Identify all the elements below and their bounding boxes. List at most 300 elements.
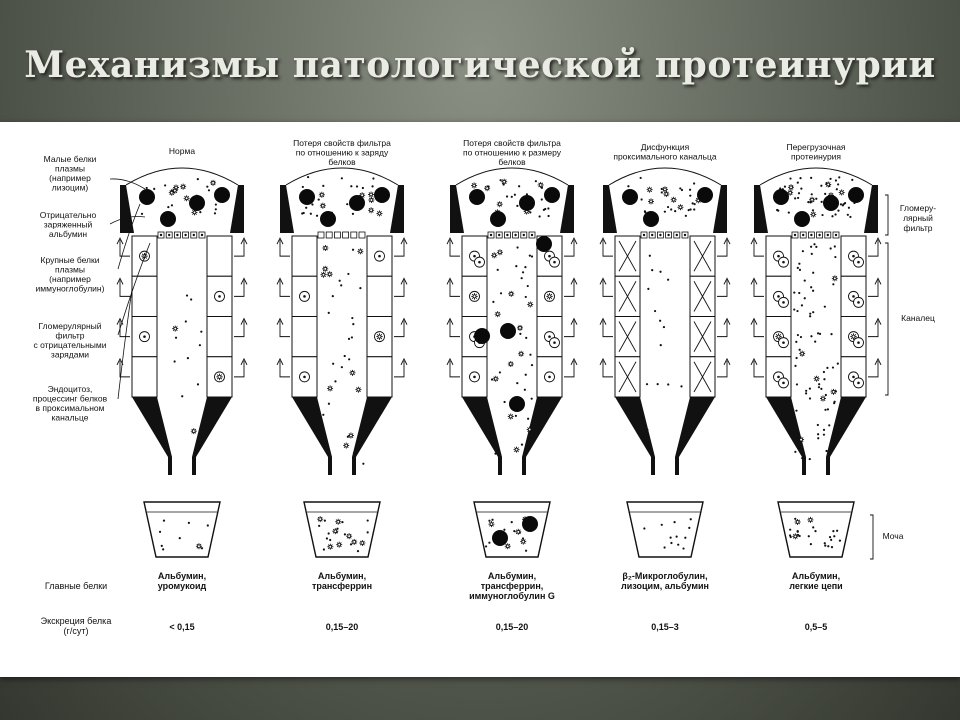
star-core [218, 375, 221, 378]
filter-charge [684, 234, 686, 236]
filter-pore [351, 232, 357, 238]
protein-dot [810, 543, 812, 545]
protein-dot [820, 185, 822, 187]
protein-dot [823, 371, 825, 373]
protein-dot [318, 198, 320, 200]
protein-dot [344, 355, 346, 357]
right-labels [870, 195, 936, 559]
reabsorption-arrow [280, 321, 290, 337]
protein-dot [326, 537, 328, 539]
filter-charge [835, 234, 837, 236]
star-core [370, 193, 373, 196]
protein-dot [215, 203, 217, 205]
filter-charge [818, 234, 820, 236]
star-core [328, 273, 331, 276]
protein-dot [141, 213, 143, 215]
protein-dot [334, 380, 336, 382]
column-title-line: Норма [168, 146, 196, 156]
excretion-value: 0,5–5 [804, 622, 828, 632]
protein-dot [347, 436, 349, 438]
protein-dot [186, 294, 188, 296]
protein-dot [851, 179, 853, 181]
glomerulus-arc [286, 168, 398, 185]
protein-dot [485, 545, 487, 547]
small-protein-star [788, 184, 794, 190]
protein-dot [810, 246, 812, 248]
reabsorption-arrow [120, 240, 130, 256]
reabsorption-arrow [234, 280, 244, 296]
protein-dot [834, 256, 836, 258]
protein-dot [817, 437, 819, 439]
small-protein-star [376, 210, 382, 216]
star-core [522, 540, 525, 543]
vesicle-dot [548, 335, 551, 338]
star-core [182, 185, 185, 188]
protein-dot [646, 383, 648, 385]
protein-dot [798, 192, 800, 194]
label-glomerular-filter-line: Гломеру- [899, 203, 937, 213]
reabsorption-arrow [603, 280, 613, 296]
endocytosis-vesicle [375, 251, 385, 261]
protein-dot [307, 176, 309, 178]
protein-dot [529, 255, 531, 257]
protein-dot [332, 295, 334, 297]
star-core [809, 519, 812, 522]
protein-dot [303, 212, 305, 214]
small-protein-star [807, 517, 813, 523]
tubule-cell [367, 357, 392, 397]
protein-dot [831, 546, 833, 548]
small-protein-star [677, 204, 683, 210]
legend-pointer [118, 289, 132, 399]
star-core [473, 295, 476, 298]
protein-dot [832, 366, 834, 368]
star-core [520, 352, 523, 355]
protein-dot [651, 269, 653, 271]
star-core [528, 428, 531, 431]
star-core [486, 187, 489, 190]
protein-dot [799, 177, 801, 179]
star-core [503, 180, 506, 183]
protein-dot [207, 524, 209, 526]
protein-dot [362, 463, 364, 465]
large-protein-ball [469, 189, 485, 205]
legend-glomerular-filter-line: фильтр [55, 330, 85, 341]
duct-wall-right [826, 397, 866, 475]
protein-dot [518, 185, 520, 187]
endocytosis-vesicle [854, 257, 864, 267]
protein-dot [796, 383, 798, 385]
large-protein-ball [697, 187, 713, 203]
protein-dot [667, 279, 669, 281]
protein-dot [199, 344, 201, 346]
protein-dot [214, 212, 216, 214]
protein-dot [793, 291, 795, 293]
protein-dot [355, 445, 357, 447]
star-core [361, 542, 364, 545]
protein-dot [522, 271, 524, 273]
legend-large-proteins-line: (например [49, 274, 91, 284]
large-protein-ball [509, 396, 525, 412]
protein-dot [670, 208, 672, 210]
protein-dot [799, 535, 801, 537]
protein-dot [527, 285, 529, 287]
reabsorption-arrow [234, 361, 244, 377]
legend-small-proteins-line: плазмы [54, 163, 86, 174]
lumen-contents [320, 245, 364, 465]
protein-dot [367, 531, 369, 533]
protein-dot [830, 333, 832, 335]
main-proteins-value [621, 571, 709, 591]
protein-dot [804, 279, 806, 281]
protein-dot [347, 273, 349, 275]
legend-small-proteins-line: (например [49, 173, 91, 183]
small-protein-star [346, 533, 352, 539]
small-protein-star [809, 197, 815, 203]
main-proteins-value-line: β₂-Микроглобулин, [622, 571, 708, 581]
legend-endocytosis [33, 384, 108, 423]
protein-dot [812, 526, 814, 528]
protein-dot [819, 333, 821, 335]
star-core [789, 191, 792, 194]
duct-wall-left [766, 397, 806, 475]
star-core [370, 199, 373, 202]
small-protein-star [795, 519, 801, 525]
protein-dot [163, 520, 165, 522]
protein-dot [804, 297, 806, 299]
protein-dot [161, 545, 163, 547]
protein-dot [817, 433, 819, 435]
protein-dot [302, 186, 304, 188]
small-protein-star [517, 325, 523, 331]
protein-dot [808, 535, 810, 537]
legend-glomerular-filter-line: с отрицательными [33, 340, 107, 350]
reabsorption-arrow [564, 280, 574, 296]
large-protein-ball [320, 211, 336, 227]
protein-dot [181, 395, 183, 397]
excretion-value: 0,15–20 [325, 622, 359, 632]
protein-dot [688, 209, 690, 211]
small-protein-star [505, 543, 511, 549]
large-protein-ball [189, 195, 205, 211]
large-protein-ball [374, 187, 390, 203]
protein-dot [820, 388, 822, 390]
proteinuria-diagram [0, 122, 960, 677]
protein-dot [659, 320, 661, 322]
urine-cup [627, 502, 703, 557]
protein-dot [849, 216, 851, 218]
star-core [650, 200, 653, 203]
small-protein-star [376, 333, 382, 339]
main-proteins-value-line: Альбумин, [791, 571, 841, 581]
protein-dot [815, 198, 817, 200]
protein-dot [794, 518, 796, 520]
protein-dot [794, 365, 796, 367]
protein-dot [529, 354, 531, 356]
protein-dot [814, 341, 816, 343]
protein-dot [350, 185, 352, 187]
column-title-line: белков [328, 157, 356, 167]
protein-dot [680, 385, 682, 387]
reabsorption-arrow [717, 361, 727, 377]
protein-dot [800, 187, 802, 189]
protein-dot [531, 255, 533, 257]
protein-dot [829, 536, 831, 538]
protein-dot [525, 374, 527, 376]
vesicle-dot [782, 341, 785, 344]
small-protein-star [671, 197, 677, 203]
star-core [822, 397, 825, 400]
protein-dot [341, 366, 343, 368]
star-core [509, 363, 512, 366]
protein-dot [689, 189, 691, 191]
protein-dot [664, 211, 666, 213]
star-core [548, 295, 551, 298]
reabsorption-arrow [603, 361, 613, 377]
filter-charge [810, 234, 812, 236]
legend-negative-albumin [40, 210, 97, 239]
star-core [509, 415, 512, 418]
protein-dot [825, 450, 827, 452]
legend-negative-albumin-line: заряженный [43, 219, 93, 230]
duct-wall-left [292, 397, 332, 475]
star-core [378, 212, 381, 215]
small-protein-star [320, 272, 326, 278]
protein-dot [833, 446, 835, 448]
filter-pore [318, 232, 324, 238]
protein-dot [811, 253, 813, 255]
protein-dot [805, 390, 807, 392]
excretion-value: 0,15–20 [495, 622, 529, 632]
protein-dot [809, 313, 811, 315]
protein-dot [811, 193, 813, 195]
protein-dot [539, 215, 541, 217]
protein-dot [669, 537, 671, 539]
protein-dot [794, 451, 796, 453]
star-core [350, 434, 353, 437]
duct-wall-left [132, 397, 172, 475]
reabsorption-arrow [280, 280, 290, 296]
protein-dot [661, 191, 663, 193]
protein-dot [788, 211, 790, 213]
protein-dot [674, 210, 676, 212]
star-core [192, 430, 195, 433]
protein-dot [824, 409, 826, 411]
filter-charge [168, 234, 170, 236]
protein-dot [801, 304, 803, 306]
main-proteins-value-line: трансферрин [311, 581, 373, 591]
protein-dot [646, 429, 648, 431]
endocytosis-vesicle [779, 257, 789, 267]
small-protein-star [471, 293, 477, 299]
small-protein-star [172, 188, 178, 194]
star-core [800, 438, 803, 441]
protein-dot [179, 537, 181, 539]
star-core [506, 545, 509, 548]
small-protein-star [831, 389, 837, 395]
slide-title: Механизмы патологической протеинурии [24, 44, 936, 86]
tubule-cell [292, 236, 317, 276]
main-proteins-value-line: уромукоид [157, 581, 207, 591]
small-protein-star [357, 248, 363, 254]
reabsorption-arrow [564, 361, 574, 377]
protein-dot [800, 336, 802, 338]
protein-dot [305, 207, 307, 209]
protein-dot [521, 444, 523, 446]
protein-dot [801, 457, 803, 459]
label-excretion-line: Экскреция белка [40, 616, 112, 626]
star-core [353, 541, 356, 544]
small-protein-star [210, 180, 216, 186]
star-core [832, 391, 835, 394]
small-protein-star [327, 271, 333, 277]
protein-dot [359, 287, 361, 289]
filter-charge [184, 234, 186, 236]
protein-dot [340, 284, 342, 286]
large-protein-ball [139, 189, 155, 205]
main-proteins-value-line: лизоцим, альбумин [621, 581, 709, 591]
protein-dot [690, 518, 692, 520]
protein-dot [535, 180, 537, 182]
protein-dot [848, 207, 850, 209]
protein-dot [353, 452, 355, 454]
vesicle-dot [143, 335, 146, 338]
protein-dot [499, 371, 501, 373]
protein-dot [810, 177, 812, 179]
reabsorption-arrow [234, 240, 244, 256]
endocytosis-vesicle [470, 372, 480, 382]
small-protein-star [527, 301, 533, 307]
protein-dot [823, 378, 825, 380]
duct-wall-right [192, 397, 232, 475]
column-title-line: по отношению к заряду [295, 147, 389, 158]
protein-dot [167, 206, 169, 208]
filter-charge [659, 234, 661, 236]
protein-dot [199, 211, 201, 213]
star-core [357, 388, 360, 391]
protein-dot [673, 521, 675, 523]
reabsorption-arrow [450, 361, 460, 377]
label-tubule: Каналец [901, 313, 935, 323]
protein-dot [310, 213, 312, 215]
protein-dot [175, 337, 177, 339]
protein-dot [824, 193, 826, 195]
protein-dot [357, 550, 359, 552]
glomerulus-arc [609, 168, 721, 185]
small-protein-star [514, 447, 520, 453]
small-protein-star [820, 396, 826, 402]
filter-charge [531, 234, 533, 236]
legend-small-proteins-line: Малые белки [43, 154, 97, 164]
protein-dot [694, 203, 696, 205]
small-protein-star [832, 275, 838, 281]
lumen-contents [646, 255, 683, 431]
star-core [329, 545, 332, 548]
row-labels [41, 581, 112, 636]
protein-dot [670, 542, 672, 544]
protein-dot [661, 524, 663, 526]
protein-dot [833, 535, 835, 537]
protein-dot [837, 183, 839, 185]
protein-dot [814, 530, 816, 532]
vesicle-dot [553, 261, 556, 264]
duct-wall-right [522, 397, 562, 475]
protein-dot [834, 401, 836, 403]
protein-dot [812, 290, 814, 292]
main-proteins-value [158, 571, 207, 591]
protein-dot [351, 317, 353, 319]
legend-large-proteins-line: Крупные белки [40, 255, 100, 265]
small-protein-star [515, 529, 521, 535]
protein-dot [824, 545, 826, 547]
column-title-line: Дисфункция [640, 142, 690, 152]
vesicle-dot [473, 255, 476, 258]
protein-dot [685, 215, 687, 217]
protein-dot [817, 424, 819, 426]
star-core [679, 206, 682, 209]
tubule-cell [292, 317, 317, 357]
tubule-cell [367, 276, 392, 316]
small-protein-star [322, 266, 328, 272]
protein-dot [640, 177, 642, 179]
large-protein-ball [622, 189, 638, 205]
star-core [319, 518, 322, 521]
protein-dot [500, 292, 502, 294]
label-glomerular-filter [900, 203, 936, 233]
protein-dot [516, 205, 518, 207]
vesicle-dot [857, 261, 860, 264]
protein-dot [810, 335, 812, 337]
protein-dot [689, 195, 691, 197]
protein-dot [513, 530, 515, 532]
protein-dot [162, 548, 164, 550]
small-protein-star [319, 192, 325, 198]
protein-dot [215, 208, 217, 210]
reabsorption-arrow [603, 240, 613, 256]
protein-dot [497, 269, 499, 271]
filter-charge [193, 234, 195, 236]
vesicle-dot [777, 295, 780, 298]
label-main-proteins: Главные белки [44, 581, 108, 591]
endocytosis-vesicle [545, 291, 555, 301]
protein-dot [371, 185, 373, 187]
column-title-line: Потеря свойств фильтра [463, 138, 561, 148]
duct-wall-left [462, 397, 502, 475]
protein-dot [341, 177, 343, 179]
small-protein-star [825, 181, 831, 187]
protein-dot [837, 363, 839, 365]
star-core [334, 530, 337, 533]
star-core [378, 335, 381, 338]
star-core [517, 530, 520, 533]
small-protein-star [495, 311, 501, 317]
protein-dot [516, 246, 518, 248]
endocytosis-vesicle [375, 332, 385, 342]
large-protein-ball [349, 195, 365, 211]
small-protein-star [527, 427, 533, 433]
small-protein-star [335, 519, 341, 525]
main-proteins-value-line: иммуноглобулин G [469, 591, 555, 601]
protein-dot [832, 530, 834, 532]
protein-dot [503, 529, 505, 531]
vesicle-dot [777, 255, 780, 258]
protein-dot [524, 389, 526, 391]
reabsorption-arrow [394, 280, 404, 296]
small-protein-star [368, 192, 374, 198]
column-title-line: по отношению к размеру [462, 147, 562, 158]
label-excretion-line: (г/сут) [63, 626, 89, 636]
protein-dot [830, 247, 832, 249]
